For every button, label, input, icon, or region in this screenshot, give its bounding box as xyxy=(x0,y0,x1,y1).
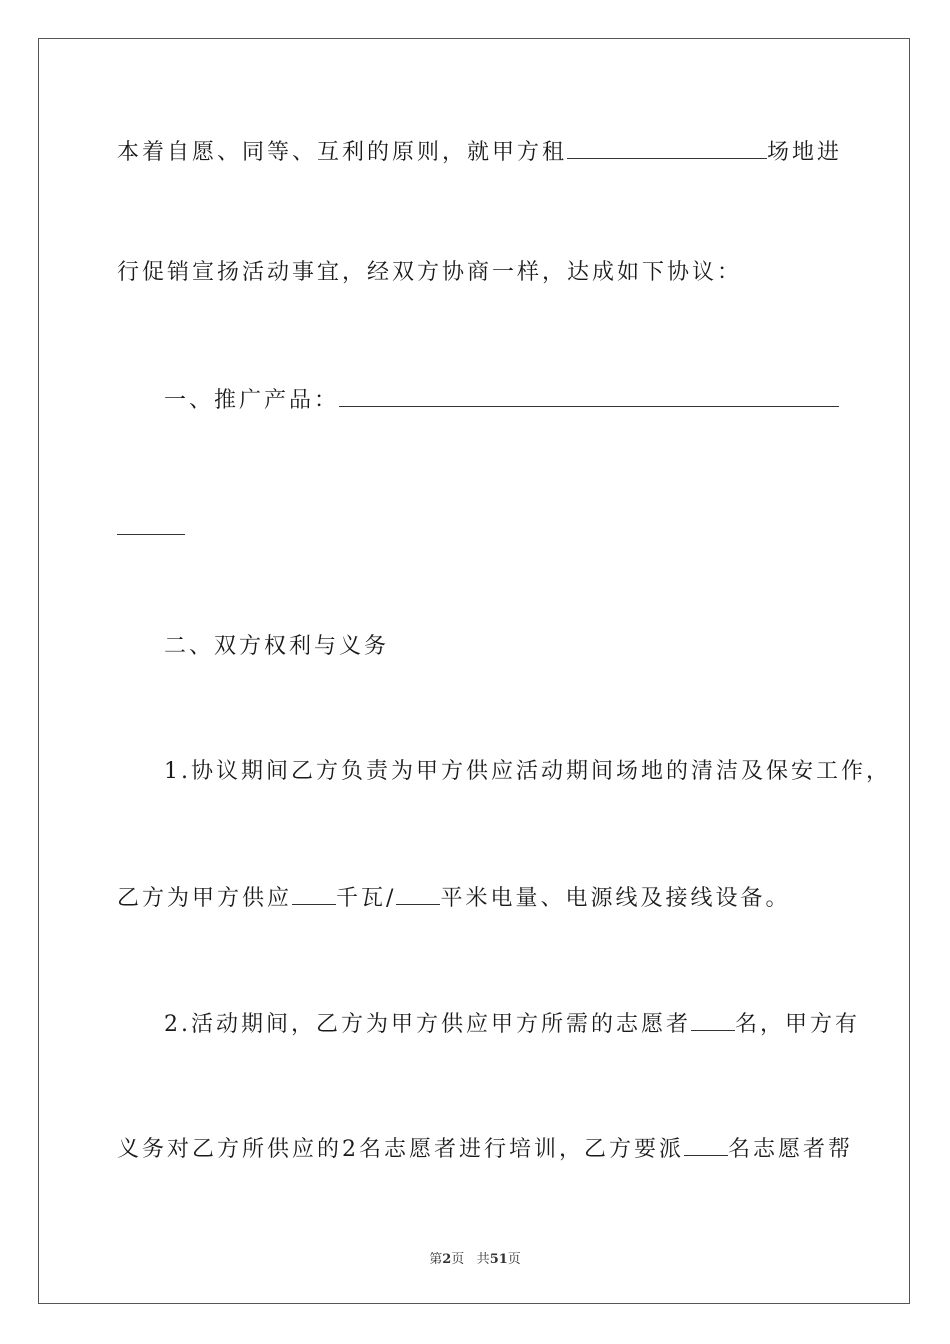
blank-underline xyxy=(292,882,336,905)
footer-text: 第 xyxy=(429,1252,443,1267)
footer-text: 页 xyxy=(507,1252,521,1267)
footer-text: 页 xyxy=(451,1252,465,1267)
blank-underline xyxy=(691,1008,735,1031)
text-segment: 平米电量、电源线及接线设备。 xyxy=(440,886,791,911)
page-footer xyxy=(0,1248,950,1267)
text-segment: 名，甲方有 xyxy=(735,1012,861,1037)
text-segment: 场地进 xyxy=(767,140,843,165)
paragraph-line-9 xyxy=(117,1133,853,1165)
text-segment: 名志愿者帮 xyxy=(728,1137,854,1162)
section-heading-products xyxy=(164,384,839,416)
page-number: 2 xyxy=(442,1252,452,1267)
blank-underline xyxy=(339,384,839,407)
paragraph-line-1 xyxy=(117,136,842,168)
text-segment: 2.活动期间，乙方为甲方供应甲方所需的志愿者 xyxy=(164,1012,691,1037)
text-segment: 乙方为甲方供应 xyxy=(117,886,293,911)
paragraph-line-8 xyxy=(164,1008,860,1040)
text-segment: 本着自愿、同等、互利的原则，就甲方租 xyxy=(117,140,568,165)
page-border xyxy=(38,38,910,1304)
blank-underline xyxy=(117,512,185,535)
blank-underline xyxy=(396,882,440,905)
blank-underline xyxy=(567,136,767,159)
paragraph-line-6: 1.协议期间乙方负责为甲方供应活动期间场地的清洁及保安工作， xyxy=(164,759,891,784)
total-pages: 51 xyxy=(489,1252,508,1267)
blank-continuation-line xyxy=(117,512,185,544)
text-segment: 一、推广产品： xyxy=(164,388,340,413)
paragraph-line-7 xyxy=(117,882,790,914)
text-segment: 义务对乙方所供应的2名志愿者进行培训，乙方要派 xyxy=(117,1137,684,1162)
blank-underline xyxy=(684,1133,728,1156)
text-segment: 千瓦/ xyxy=(336,886,397,911)
section-heading-rights: 二、双方权利与义务 xyxy=(164,634,390,659)
footer-text: 共 xyxy=(476,1252,490,1267)
paragraph-line-2: 行促销宣扬活动事宜，经双方协商一样，达成如下协议： xyxy=(117,260,743,285)
